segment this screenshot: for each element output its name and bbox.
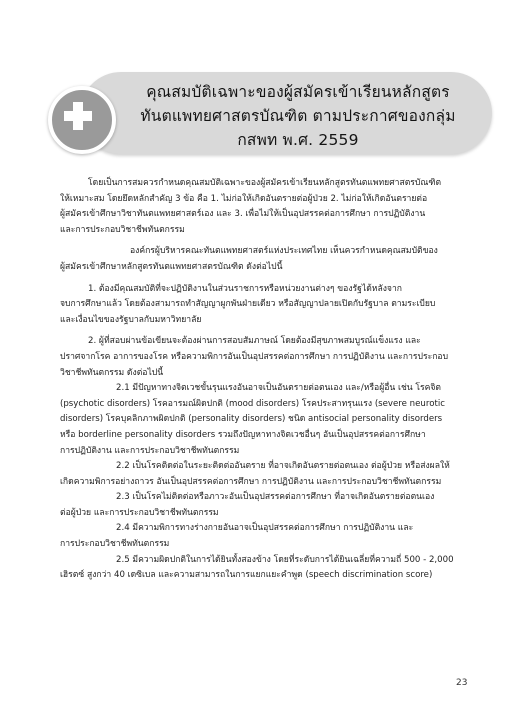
body-line: 2.2 เป็นโรคติดต่อในระยะติดต่ออันตราย ที่อาจเกิดอันตรายต่อตนเอง ต่อผู้ป่วย หรือส่งผลให้ — [116, 461, 450, 472]
medical-badge — [48, 86, 116, 154]
body-line: ให้เหมาะสม โดยยึดหลักสำคัญ 3 ข้อ คือ 1. ไม่ก่อให้เกิดอันตรายต่อผู้ป่วย 2. ไม่ก่อให้เกิดอันตรายต่อ — [60, 193, 428, 204]
body-line: และการประกอบวิชาชีพทันตกรรม — [60, 224, 185, 235]
page-number: 23 — [456, 678, 468, 688]
body-line: (psychotic disorders) โรคอารมณ์ผิดปกติ (mood disorders) โรคประสาทรุนแรง (severe neurotic — [60, 398, 445, 409]
body-line: จบการศึกษาแล้ว โดยต้องสามารถทำสัญญาผูกพันฝ่ายเดียว หรือสัญญาปลายเปิดกับรัฐบาล ตามระเบียบ — [60, 299, 436, 310]
body-line: องค์กรผู้บริหารคณะทันตแพทยศาสตร์แห่งประเทศไทย เห็นควรกำหนดคุณสมบัติของ — [130, 246, 438, 257]
header-title — [118, 80, 478, 152]
body-line: วิชาชีพทันตกรรม ดังต่อไปนี้ — [60, 367, 164, 378]
body-line: 2.5 มีความผิดปกติในการได้ยินทั้งสองข้าง โดยที่ระดับการได้ยินเฉลี่ยที่ความถี่ 500 - 2,000 — [116, 554, 454, 565]
header-title-line: ทันตแพทยศาสตรบัณฑิต ตามประกาศของกลุ่ม — [140, 107, 456, 125]
body-line: disorders) โรคบุคลิกภาพผิดปกติ (personality disorders) ชนิด antisocial personality disorders — [60, 414, 443, 425]
header-title-line: กสพท พ.ศ. 2559 — [237, 131, 359, 149]
body-line: 2.3 เป็นโรคไม่ติดต่อหรือภาวะอันเป็นอุปสรรคต่อการศึกษา ที่อาจเกิดอันตรายต่อตนเอง — [116, 492, 435, 503]
body-line: 2.4 มีความพิการทางร่างกายอันอาจเป็นอุปสรรคต่อการศึกษา การปฏิบัติงาน และ — [116, 523, 414, 534]
body-line: และเงื่อนไขของรัฐบาลกับมหาวิทยาลัย — [60, 314, 202, 325]
body-line: เฮิรตซ์ สูงกว่า 40 เดซิเบล และความสามารถในการแยกแยะคำพูด (speech discrimination score) — [60, 570, 433, 581]
body-text — [60, 176, 478, 584]
body-line: ผู้สมัครเข้าศึกษาวิชาทันตแพทยศาสตร์เอง และ 3. เพื่อไม่ให้เป็นอุปสรรคต่อการศึกษา การปฏิบัติงาน — [60, 209, 426, 220]
medical-cross-icon — [62, 100, 94, 132]
body-line: 2.1 มีปัญหาทางจิตเวชขั้นรุนแรงอันอาจเป็นอันตรายต่อตนเอง และ/หรือผู้อื่น เช่น โรคจิต — [116, 383, 441, 394]
header-title-line: คุณสมบัติเฉพาะของผู้สมัครเข้าเรียนหลักสูตร — [146, 83, 450, 101]
body-line: การปฏิบัติงาน และการประกอบวิชาชีพทันตกรรม — [60, 445, 240, 456]
body-line: 2. ผู้ที่สอบผ่านข้อเขียนจะต้องผ่านการสอบสัมภาษณ์ โดยต้องมีสุขภาพสมบูรณ์แข็งแรง และ — [88, 336, 421, 347]
body-line: การประกอบวิชาชีพทันตกรรม — [60, 539, 170, 550]
body-line: ปราศจากโรค อาการของโรค หรือความพิการอันเป็นอุปสรรคต่อการศึกษา การปฏิบัติงาน และการประกอบ — [60, 351, 449, 362]
body-line: ต่อผู้ป่วย และการประกอบวิชาชีพทันตกรรม — [60, 507, 219, 518]
body-line: 1. ต้องมีคุณสมบัติที่จะปฏิบัติงานในส่วนราชการหรือหน่วยงานต่างๆ ของรัฐได้หลังจาก — [88, 283, 402, 294]
body-line: หรือ borderline personality disorders รวมถึงปัญหาทางจิตเวชอื่นๆ อันเป็นอุปสรรคต่อการศึกษา — [60, 429, 426, 440]
body-line: เกิดความพิการอย่างถาวร อันเป็นอุปสรรคต่อการศึกษา การปฏิบัติงาน และการประกอบวิชาชีพทันตกรรม — [60, 476, 442, 487]
body-line: ผู้สมัครเข้าศึกษาหลักสูตรทันตแพทยศาสตรบัณฑิต ดังต่อไปนี้ — [60, 261, 283, 272]
body-line: โดยเป็นการสมควรกำหนดคุณสมบัติเฉพาะของผู้สมัครเข้าเรียนหลักสูตรทันตแพทยศาสตรบัณฑิต — [88, 178, 442, 188]
